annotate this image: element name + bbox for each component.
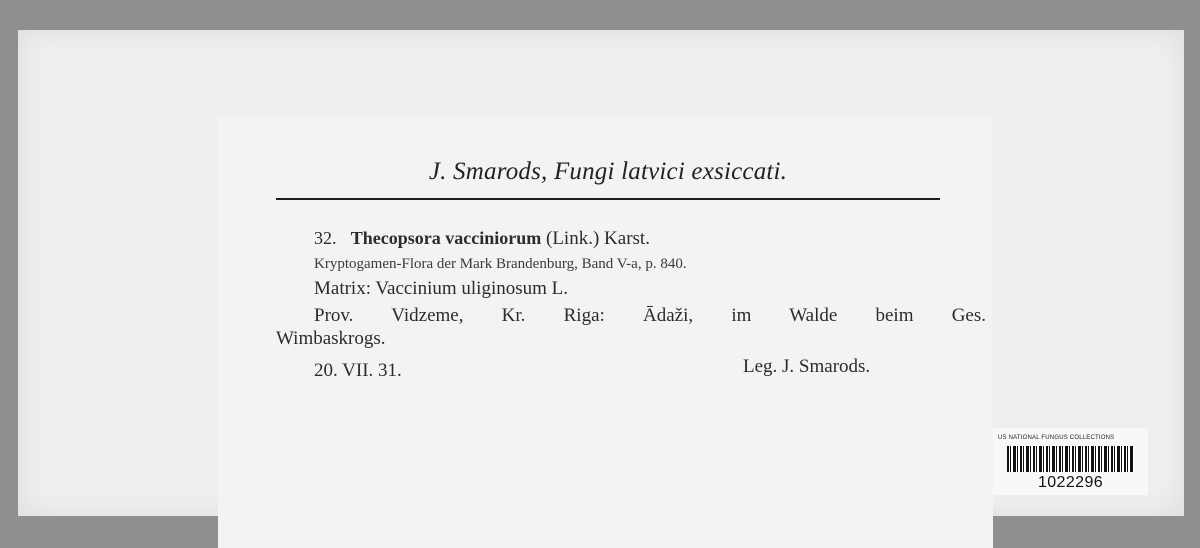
species-author: (Link.) Karst.: [546, 228, 650, 249]
specimen-label: [218, 118, 993, 548]
species-name: Thecopsora vacciniorum: [350, 228, 542, 248]
matrix-line: Matrix: Vaccinium uliginosum L.: [314, 278, 569, 299]
collection-date: 20. VII. 31.: [314, 360, 402, 381]
specimen-number: 32.: [314, 228, 337, 248]
collector-name: Leg. J. Smarods.: [743, 356, 871, 377]
collection-title: J. Smarods, Fungi latvici exsiccati.: [428, 158, 788, 185]
barcode-label: [993, 428, 1148, 495]
barcode-bars: [1007, 446, 1134, 472]
reference-line: Kryptogamen-Flora der Mark Brandenburg, Band V-a, p. 840.: [314, 256, 687, 272]
species-line: [314, 228, 650, 250]
barcode-number: 1022296: [1037, 474, 1104, 491]
title-rule: [276, 198, 940, 200]
locality-line-2: Wimbaskrogs.: [276, 328, 386, 349]
barcode-title: US NATIONAL FUNGUS COLLECTIONS: [998, 435, 1115, 441]
locality-line-1: Prov. Vidzeme, Kr. Riga: Ādaži, im Walde beim Ges.: [314, 305, 986, 326]
